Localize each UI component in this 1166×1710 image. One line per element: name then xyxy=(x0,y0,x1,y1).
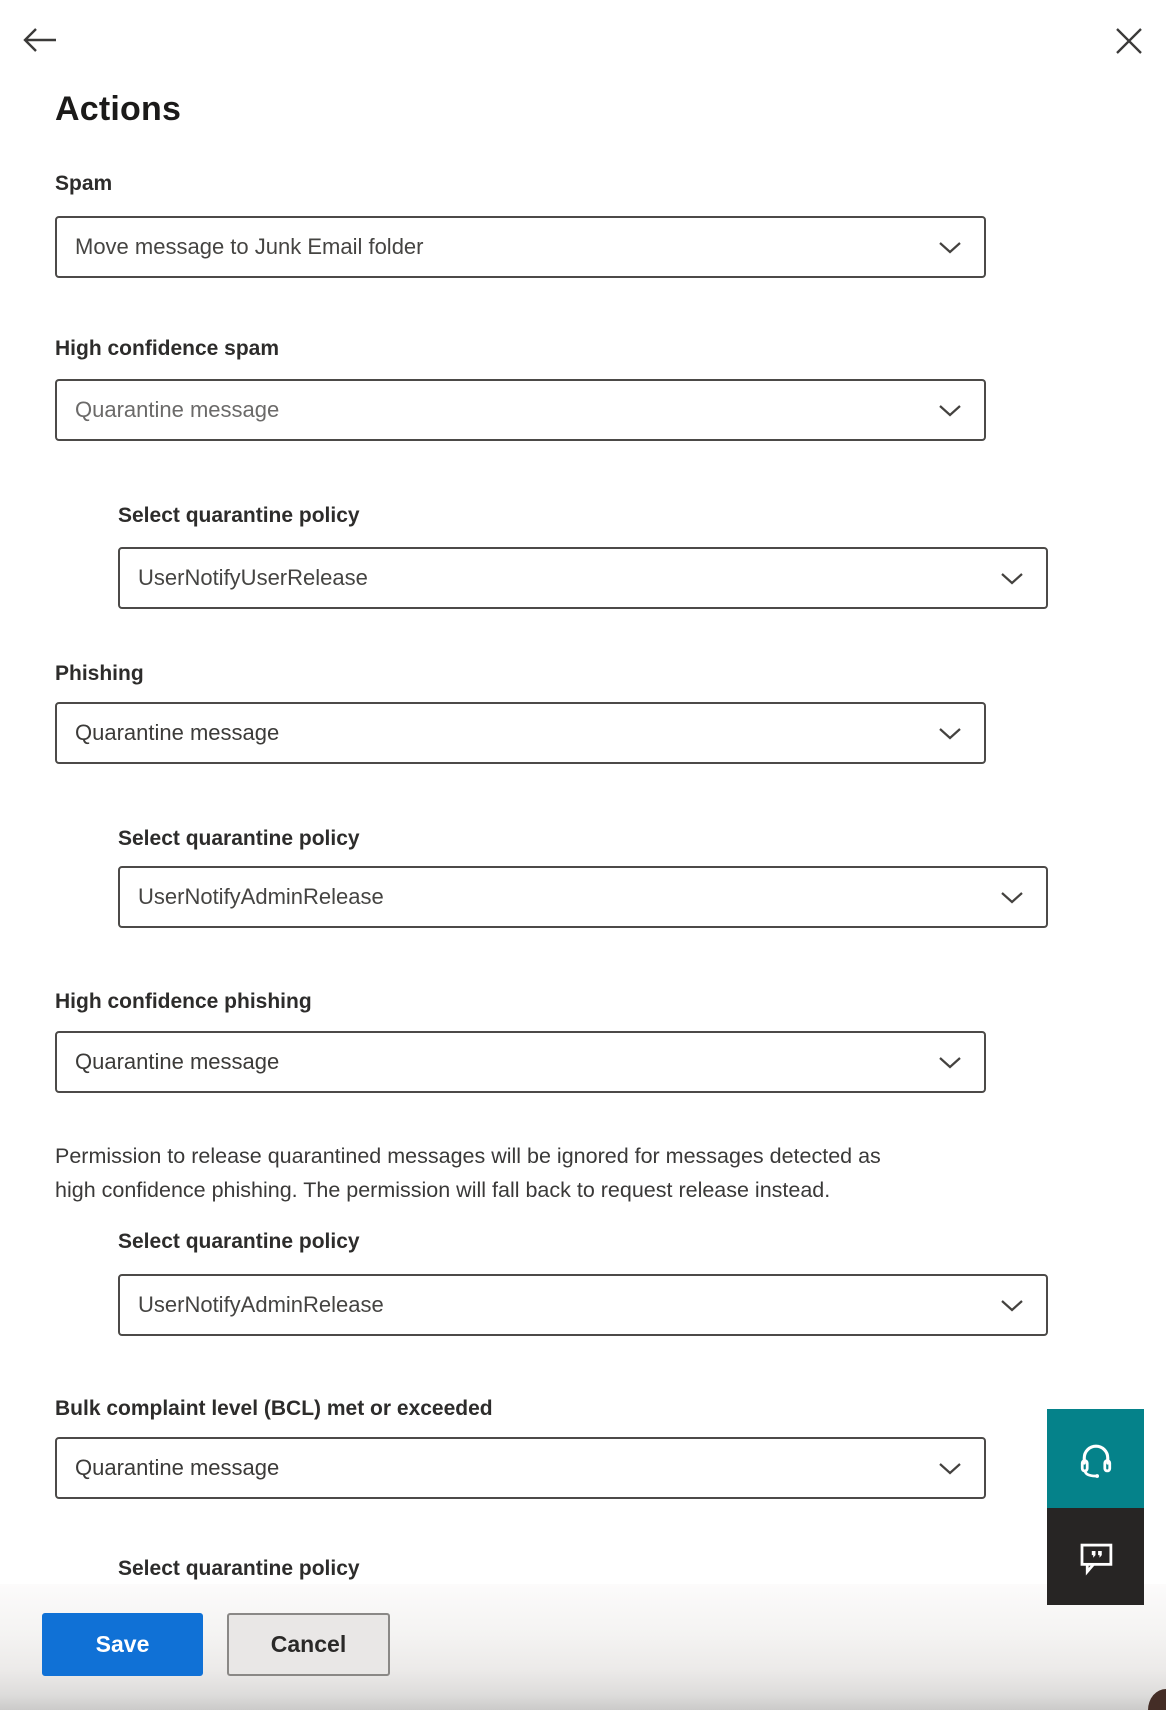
high-confidence-spam-label: High confidence spam xyxy=(55,337,280,360)
high-confidence-phishing-note: Permission to release quarantined messages will be ignored for messages detected as high confidence phishing. The permission will fall back to request release instead. xyxy=(55,1144,881,1202)
chevron-down-icon xyxy=(1000,572,1024,590)
chevron-down-icon xyxy=(1000,891,1024,909)
quarantine-policy-dropdown-hcp[interactable] xyxy=(118,1274,1048,1336)
high-confidence-phishing-value: Quarantine message xyxy=(75,1049,280,1074)
save-button[interactable]: Save xyxy=(42,1613,203,1676)
high-confidence-phishing-dropdown[interactable] xyxy=(55,1031,986,1093)
feedback-chat-icon xyxy=(1075,1536,1117,1578)
phishing-action-dropdown[interactable] xyxy=(55,702,986,764)
chevron-down-icon xyxy=(1000,1299,1024,1317)
chevron-down-icon xyxy=(938,1056,962,1074)
spam-action-dropdown[interactable] xyxy=(55,216,986,278)
quarantine-policy-value-hcp: UserNotifyAdminRelease xyxy=(138,1292,384,1317)
footer-bar xyxy=(0,1584,1166,1710)
spam-action-value: Move message to Junk Email folder xyxy=(75,234,424,259)
quarantine-policy-value-phishing: UserNotifyAdminRelease xyxy=(138,884,384,909)
feedback-button[interactable] xyxy=(1047,1508,1144,1605)
chevron-down-icon xyxy=(938,241,962,259)
cancel-button[interactable]: Cancel xyxy=(227,1613,390,1676)
phishing-label: Phishing xyxy=(55,662,144,685)
spam-label: Spam xyxy=(55,172,113,195)
quarantine-policy-dropdown-spam[interactable] xyxy=(118,547,1048,609)
back-button[interactable] xyxy=(20,20,60,60)
headset-icon xyxy=(1074,1437,1118,1481)
support-button[interactable] xyxy=(1047,1409,1144,1508)
chevron-down-icon xyxy=(938,404,962,422)
bcl-action-dropdown[interactable] xyxy=(55,1437,986,1499)
quarantine-policy-value-spam: UserNotifyUserRelease xyxy=(138,565,368,590)
high-confidence-phishing-label: High confidence phishing xyxy=(55,990,312,1013)
quarantine-policy-label-bcl-clipped: Select quarantine policy xyxy=(118,1557,360,1580)
high-confidence-spam-value: Quarantine message xyxy=(75,397,280,422)
high-confidence-spam-dropdown[interactable] xyxy=(55,379,986,441)
chevron-down-icon xyxy=(938,1462,962,1480)
chevron-down-icon xyxy=(938,727,962,745)
phishing-action-value: Quarantine message xyxy=(75,720,280,745)
page-title: Actions xyxy=(55,90,182,128)
bcl-action-value: Quarantine message xyxy=(75,1455,280,1480)
quarantine-policy-label-hcp: Select quarantine policy xyxy=(118,1230,360,1253)
quarantine-policy-label-spam: Select quarantine policy xyxy=(118,504,360,527)
close-icon xyxy=(1114,26,1144,56)
bcl-label: Bulk complaint level (BCL) met or exceeded xyxy=(55,1397,493,1420)
quarantine-policy-label-phishing: Select quarantine policy xyxy=(118,827,360,850)
back-arrow-icon xyxy=(21,25,59,55)
quarantine-policy-dropdown-phishing[interactable] xyxy=(118,866,1048,928)
close-button[interactable] xyxy=(1110,22,1148,60)
